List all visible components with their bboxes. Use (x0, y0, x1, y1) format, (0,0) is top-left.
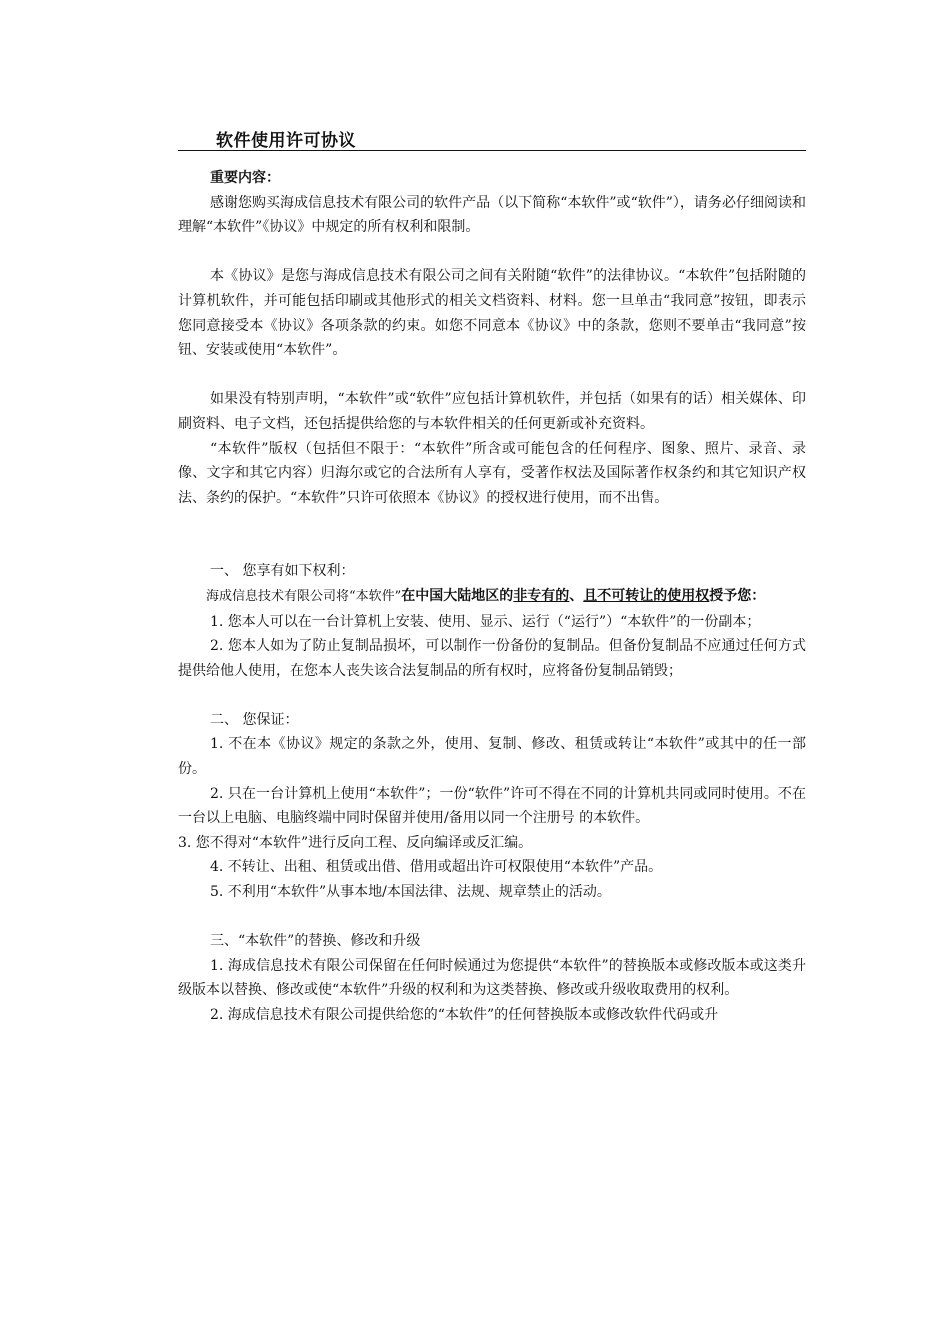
paragraph-intro: 感谢您购买海成信息技术有限公司的软件产品（以下简称“本软件”或“软件”），请务必仔细阅读和理解“本软件”《协议》中规定的所有权利和限制。 (178, 194, 806, 236)
section-1-lead-a: 海成信息技术有限公司将“本软件” (206, 588, 402, 604)
paragraph-definition: 如果没有特别声明，“本软件”或“软件”应包括计算机软件，并包括（如果有的话）相关媒体、印刷资料、电子文档，还包括提供给您的与本软件相关的任何更新或补充资料。 (178, 391, 806, 432)
section-1-item-2: 2. 您本人如为了防止复制品损坏，可以制作一份备份的复制品。但备份复制品不应通过任何方式提供给他人使用，在您本人丧失该合法复制品的所有权时，应将备份复制品销毁； (178, 638, 806, 679)
spacer (178, 510, 806, 559)
section-2-item-4: 4. 不转让、出租、租赁或出借、借用或超出许可权限使用“本软件”产品。 (210, 859, 663, 876)
section-1-item-1: 1. 您本人可以在一台计算机上安装、使用、显示、运行（“运行”）“本软件”的一份副本； (210, 613, 761, 630)
section-1-lead (178, 584, 806, 610)
document-title: 软件使用许可协议 (216, 131, 356, 151)
section-1-lead-c: 非专有的 (513, 587, 570, 604)
section-1-lead-d: 、 (569, 587, 584, 604)
document-body (178, 166, 806, 1028)
section-3-item-1: 1. 海成信息技术有限公司保留在任何时候通过为您提供“本软件”的替换版本或修改版本或这类升级版本以替换、修改或使“本软件”升级的权利和为这类替换、修改或升级收取费用的权利。 (178, 957, 806, 999)
spacer (178, 240, 806, 265)
section-3-heading: 三、“本软件”的替换、修改和升级 (210, 933, 421, 950)
section-1-lead-f: 授予您： (709, 587, 766, 604)
paragraph-copyright: “本软件”版权（包括但不限于：“本软件”所含或可能包含的任何程序、图象、照片、录音、录像、文字和其它内容）归海尔或它的合法所有人享有，受著作权法及国际著作权条约和其它知识产权法、条约的保护。“本软件”只许可依照本《协议》的授权进行使用，而不出售。 (178, 440, 806, 506)
section-2-item-3: 3. 您不得对“本软件”进行反向工程、反向编译或反汇编。 (178, 834, 533, 851)
section-2-item-1: 1. 不在本《协议》规定的条款之外，使用、复制、修改、租赁或转让“本软件”或其中的任一部份。 (178, 736, 806, 778)
spacer (178, 905, 806, 930)
spacer (178, 683, 806, 708)
section-1-lead-e: 且不可转让的使用权 (583, 587, 710, 604)
section-2-item-2: 2. 只在一台计算机上使用“本软件”；一份“软件”许可不得在不同的计算机共同或同时使用。不在一台以上电脑、电脑终端中同时保留并使用/备用以同一个注册号 的本软件。 (178, 785, 806, 827)
important-label: 重要内容： (210, 170, 280, 186)
paragraph-agreement: 本《协议》是您与海成信息技术有限公司之间有关附随“软件”的法律协议。“本软件”包括附随的计算机软件，并可能包括印刷或其他形式的相关文档资料、材料。您一旦单击“我同意”按钮，即表示您同意接受本《协议》各项条款的约束。如您不同意本《协议》中的条款，您则不要单击“我同意”按钮、安装或使用“本软件”。 (178, 268, 806, 359)
spacer (178, 363, 806, 388)
section-1-heading: 一、 您享有如下权利： (210, 563, 355, 580)
section-2-heading: 二、 您保证： (210, 711, 299, 728)
section-2-item-5: 5. 不利用“本软件”从事本地/本国法律、法规、规章禁止的活动。 (210, 884, 611, 901)
section-3-item-2: 2. 海成信息技术有限公司提供给您的“本软件”的任何替换版本或修改软件代码或升 (210, 1007, 719, 1023)
section-1-lead-b: 在中国大陆地区的 (401, 587, 514, 604)
title-underline (178, 150, 806, 151)
